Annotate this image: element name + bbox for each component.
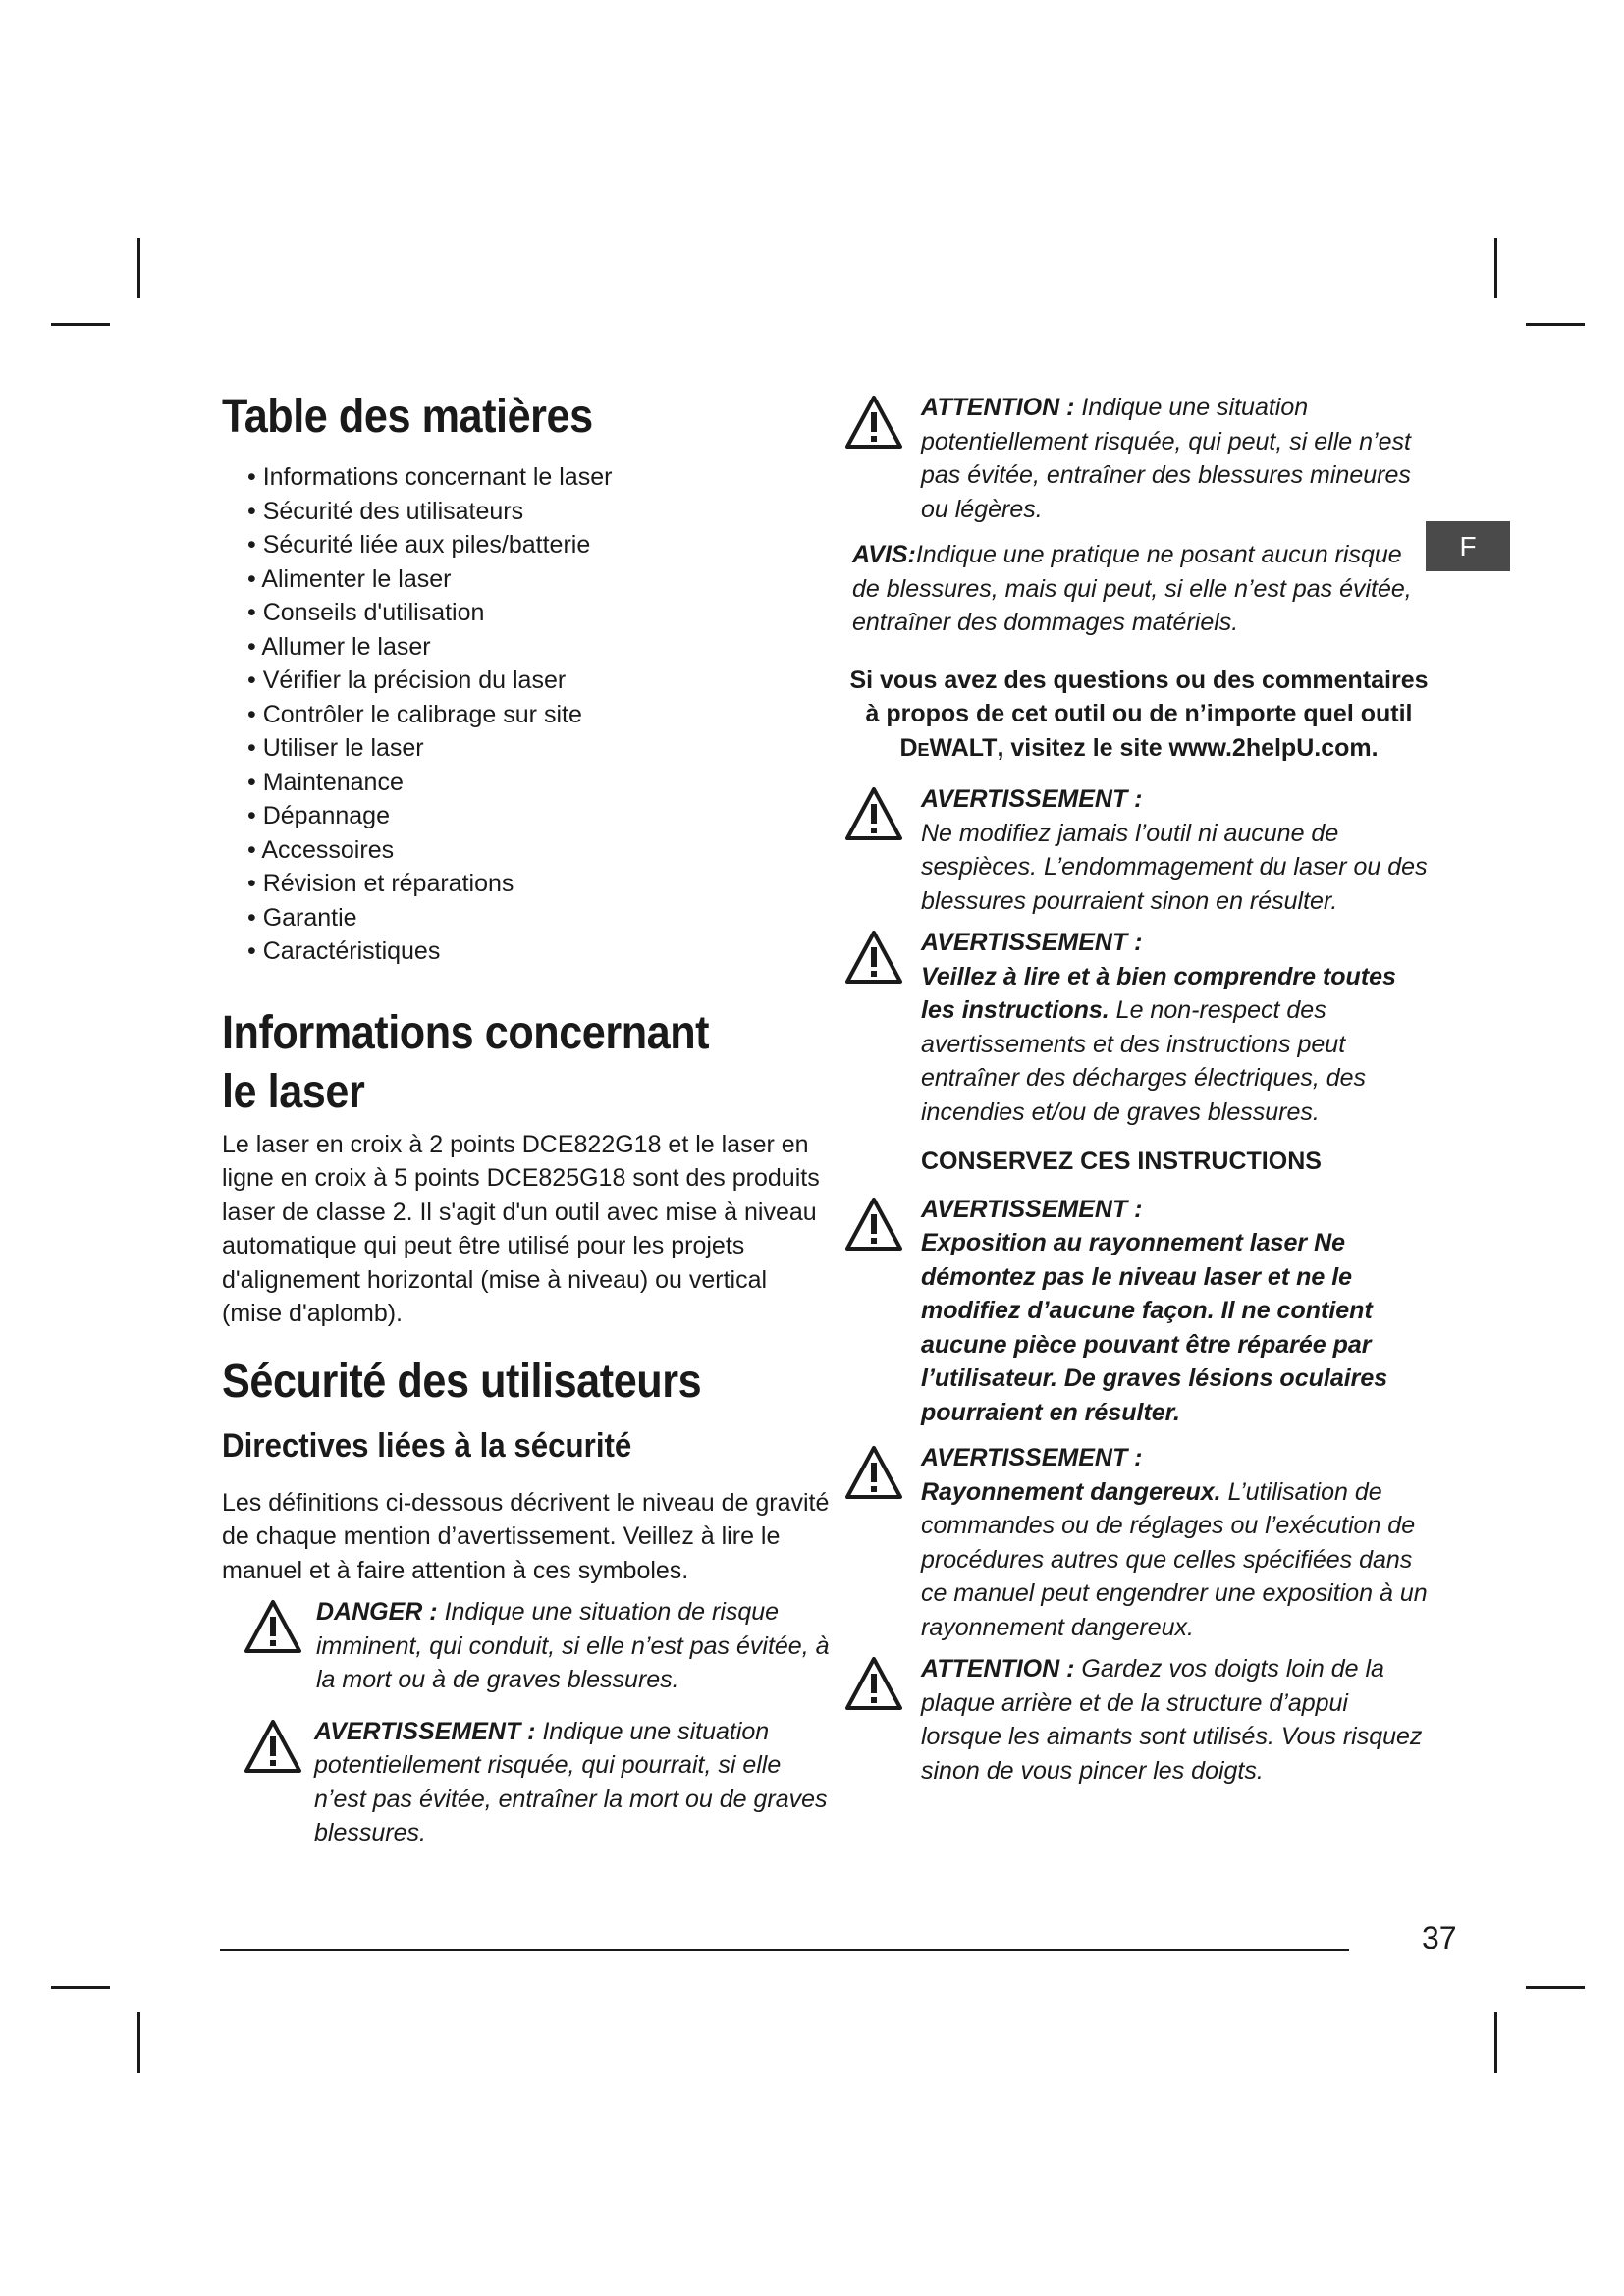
toc-item: • Vérifier la précision du laser — [247, 664, 831, 698]
toc-item: • Contrôler le calibrage sur site — [247, 698, 831, 732]
warning-triangle-icon — [244, 1719, 302, 1774]
toc-item: • Sécurité des utilisateurs — [247, 495, 831, 529]
attention-text: Gardez vos doigts loin de la plaque arrière et de la structure d’appui lorsque les aimants sont utilisés. Vous risquez sinon de vous pincer les doigts. — [921, 1655, 1423, 1785]
toc-item: • Allumer le laser — [247, 630, 831, 665]
warning-triangle-icon — [844, 1197, 903, 1252]
avis-text: Indique une pratique ne posant aucun risque de blessures, mais qui peut, si elle n’est pas évitée, entraîner des dommages matériels. — [852, 541, 1412, 636]
warning-bold-text: Veillez à lire et à bien comprendre toutes les instructions. — [921, 962, 1396, 1024]
attention-label: ATTENTION : — [921, 394, 1075, 421]
brand-name: DeWALT — [899, 733, 998, 762]
directives-title: Directives liées à la sécurité — [222, 1426, 632, 1465]
warning-text: L’utilisation de commandes ou de réglages ou l’exécution de procédures autres que celles spécifiées dans ce manuel peut engendrer une exposition à un rayonnement dangereux. — [921, 1477, 1428, 1641]
language-tab: F — [1426, 521, 1510, 571]
directives-body: Les définitions ci-dessous décrivent le niveau de gravité de chaque mention d’avertissement. Veillez à lire le manuel et à faire attention à ces symboles. — [222, 1488, 830, 1584]
toc-item: • Utiliser le laser — [247, 731, 831, 766]
crop-mark — [137, 238, 140, 298]
contact-line — [844, 731, 1434, 766]
warning-text: Indique une situation potentiellement risquée, qui pourrait, si elle n’est pas évitée, entraîner la mort ou de graves blessures. — [314, 1717, 828, 1846]
toc-item: • Caractéristiques — [247, 934, 831, 969]
danger-text: Indique une situation de risque imminent, qui conduit, si elle n’est pas évitée, à la mort ou à de graves blessures. — [316, 1598, 830, 1693]
warning-triangle-icon — [244, 1599, 302, 1654]
warning-triangle-icon — [844, 395, 903, 450]
warning-label: AVERTISSEMENT : — [921, 1195, 1143, 1223]
warning-text: Le non-respect des avertissements et des instructions peut entraîner des décharges électriques, des incendies et/ou de graves blessures. — [921, 996, 1367, 1126]
info-title-line2: le laser — [222, 1065, 365, 1118]
warning-label: AVERTISSEMENT : — [314, 1717, 536, 1745]
toc-item: • Accessoires — [247, 833, 831, 868]
attention-notice-magnets — [844, 1652, 1434, 1788]
toc-item: • Dépannage — [247, 799, 831, 833]
left-column — [222, 388, 831, 1850]
warning-label: AVERTISSEMENT : — [921, 785, 1143, 813]
danger-label: DANGER : — [316, 1598, 438, 1626]
info-body: Le laser en croix à 2 points DCE822G18 et le laser en ligne en croix à 5 points DCE825G18 sont des produits laser de classe 2. Il s'agit d'un outil avec mise à niveau automatique qui peut être utilisé pour les projets d'alignement horizontal (mise à niveau) ou vertical (mise d'aplomb). — [222, 1130, 820, 1327]
crop-mark — [1494, 2012, 1497, 2073]
attention-label: ATTENTION : — [921, 1655, 1075, 1682]
warning-triangle-icon — [844, 1445, 903, 1500]
warning-triangle-icon — [844, 786, 903, 841]
toc-item: • Informations concernant le laser — [247, 460, 831, 495]
footer-rule — [220, 1949, 1349, 1951]
toc-item: • Alimenter le laser — [247, 562, 831, 597]
contact-line: à propos de cet outil ou de n’importe quel outil — [865, 700, 1413, 727]
crop-mark — [51, 323, 110, 326]
toc-title: Table des matières — [222, 391, 593, 443]
warning-notice — [244, 1715, 831, 1850]
crop-mark — [1526, 1986, 1585, 1989]
warning-triangle-icon — [844, 1656, 903, 1711]
crop-mark — [51, 1986, 110, 1989]
toc-item: • Révision et réparations — [247, 867, 831, 901]
warning-text: Ne modifiez jamais l’outil ni aucune de sespièces. L’endommagement du laser ou des blessures pourraient sinon en résulter. — [921, 819, 1428, 915]
crop-mark — [1526, 323, 1585, 326]
warning-triangle-icon — [844, 930, 903, 985]
contact-link-text: , visitez le site www.2helpU.com. — [997, 733, 1379, 762]
contact-line: Si vous avez des questions ou des commentaires — [849, 666, 1429, 694]
avis-label: AVIS: — [852, 541, 916, 568]
safety-title: Sécurité des utilisateurs — [222, 1355, 702, 1408]
avis-notice — [844, 538, 1434, 640]
attention-notice — [844, 391, 1434, 526]
right-column — [844, 391, 1434, 1788]
info-title-line1: Informations concernant — [222, 1006, 710, 1059]
warning-notice-modify — [844, 782, 1434, 918]
warning-label: AVERTISSEMENT : — [921, 1444, 1143, 1471]
warning-notice-laser — [844, 1193, 1434, 1430]
warning-bold-text: Rayonnement dangereux. — [921, 1477, 1221, 1506]
toc-item: • Conseils d'utilisation — [247, 596, 831, 630]
crop-mark — [137, 2012, 140, 2073]
toc-item: • Sécurité liée aux piles/batterie — [247, 528, 831, 562]
contact-info — [844, 664, 1434, 766]
page-number: 37 — [1422, 1920, 1457, 1955]
warning-label: AVERTISSEMENT : — [921, 929, 1143, 956]
danger-notice — [244, 1595, 831, 1697]
warning-notice-radiation — [844, 1441, 1434, 1644]
info-title — [222, 1004, 770, 1122]
toc-item: • Garantie — [247, 901, 831, 935]
warning-notice-instructions — [844, 926, 1434, 1129]
attention-text: Indique une situation potentiellement risquée, qui peut, si elle n’est pas évitée, entraîner des blessures mineures ou légères. — [921, 394, 1411, 523]
warning-bold-text: Exposition au rayonnement laser Ne démontez pas le niveau laser et ne le modifiez d’aucune façon. Il ne contient aucune pièce pouvant être réparée par l’utilisateur. De graves lésions oculaires pourraient en résulter. — [921, 1229, 1388, 1426]
table-of-contents — [247, 460, 831, 969]
crop-mark — [1494, 238, 1497, 298]
keep-instructions-heading: CONSERVEZ CES INSTRUCTIONS — [921, 1148, 1322, 1175]
toc-item: • Maintenance — [247, 766, 831, 800]
